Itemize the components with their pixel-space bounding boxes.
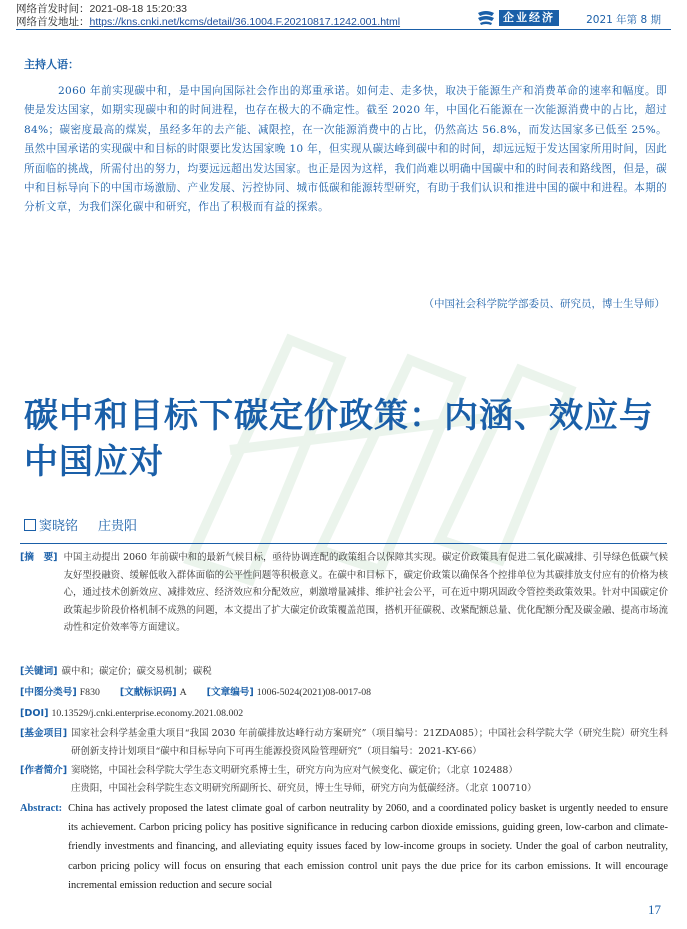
pub-url-link[interactable]: https://kns.cnki.net/kcms/detail/36.1004.F.20210817.1242.001.html xyxy=(89,16,401,28)
author-bio-label: [作者简介] xyxy=(20,765,68,776)
doi-block xyxy=(20,705,668,723)
author-name: 窦晓铭 xyxy=(39,519,79,534)
host-note-signature: （中国社会科学院学部委员、研究员，博士生导师） xyxy=(423,298,665,310)
doi-value[interactable]: 10.13529/j.cnki.enterprise.economy.2021.08.002 xyxy=(51,708,244,719)
author-box-icon xyxy=(24,519,36,531)
online-publication-info xyxy=(16,3,400,29)
article-no-value: 1006-5024(2021)08-0017-08 xyxy=(256,687,372,698)
pub-time-label: 网络首发时间： xyxy=(16,3,90,15)
english-abstract xyxy=(20,799,668,895)
host-note-label: 主持人语： xyxy=(24,58,79,71)
pub-url-label: 网络首发地址： xyxy=(16,16,90,28)
author-bio: 庄贵阳，中国社会科学院生态文明研究所副所长、研究员，博士生导师，研究方向为低碳经济。（北京 100710） xyxy=(71,782,537,794)
author-bio-block xyxy=(20,762,668,797)
section-divider xyxy=(20,543,667,544)
fund-label: [基金项目] xyxy=(20,728,68,739)
keywords-label: [关键词] xyxy=(20,666,58,677)
english-abstract-text: China has actively proposed the latest climate goal of carbon neutrality by 2060, and a coordinated policy basket is urgently needed to ensure its achievement. Carbon pricing policy has positive significance in reducing carbon dioxide emissions, guiding green, low-carbon and climate-friendly investments and financing, and alleviating equity issues faced by low-income groups in society. Under the goal of carbon neutrality, carbon pricing policy will focus on ensuring that each emission control unit pays the due price for its carbon emissions. It will encourage incremental emission reduction and secure social xyxy=(68,803,668,891)
doc-code-label: [文献标识码] xyxy=(119,687,177,698)
author-bio: 窦晓铭，中国社会科学院大学生态文明研究系博士生，研究方向为应对气候变化、碳定价；（北京 102488） xyxy=(71,765,518,776)
clc-value: F830 xyxy=(79,687,100,698)
abstract-text: 中国主动提出 2060 年前碳中和的最新气候目标，亟待协调连配的政策组合以保障其实现。碳定价政策具有促进二氧化碳减排、引导绿色低碳气候友好型投融资、缓解低收入群体面临的公平性问题等积极意义。在碳中和目标下，碳定价政策以确保各个控排单位为其碳排放支付应有的价格为核心，通过技术创新效应、减排效应、经济效应和分配效应，刺激增量减排、维护社会公平，可在近中期巩固政令管控类政策效果。针对中国碳定价政策起步阶段价格机制不成熟的问题，本文提出了扩大碳定价政策覆盖范围，搭机开征碳税、改紧配额总量、优化配额分配及碳金融、提高市场流动性和定价效率等方面建议。 xyxy=(63,552,668,633)
host-note-text: 2060 年前实现碳中和，是中国向国际社会作出的郑重承诺。如何走、走多快，取决于能源生产和消费革命的速率和幅度。即使是发达国家，如期实现碳中和的时间进程，也存在极大的不确定性。截至 2020 年，中国化石能源在一次能源消费中的占比，超过 84%；碳密度最高的煤炭，虽经多年的去产能、减限控，在一次能源消费中的占比，仍然高达 56.8%，而发达国家多已低至 25%。虽然中国承诺的实现碳中和目标的时限要比发达国家晚 10 年，但实现从碳达峰到碳中和的时间，却远远短于发达国家所用时间，因此所面临的挑战，所需付出的努力，均要远远超出发达国家。也正是因为这样，我们尚难以明确中国碳中和的时间表和路线图，但是，碳中和目标导向下的中国市场激励、产业发展、污控协同、城市低碳和能源转型研究，有助于我们认识和推进中国的碳中和进程。本期的分析文章，为我们深化碳中和研究，作出了积极而有益的探索。 xyxy=(24,85,667,214)
english-abstract-label: Abstract: xyxy=(20,803,63,814)
author-name: 庄贵阳 xyxy=(98,519,138,534)
abstract-block xyxy=(20,549,668,637)
header-rule xyxy=(16,29,671,30)
journal-logo-text: 企业经济 xyxy=(499,10,559,26)
page-number: 17 xyxy=(648,902,661,917)
classification-block xyxy=(20,684,668,702)
keywords-block xyxy=(20,663,668,681)
doc-code-value: A xyxy=(179,687,187,698)
keywords-text: 碳中和；碳定价；碳交易机制；碳税 xyxy=(61,666,212,677)
page-header xyxy=(0,0,687,34)
issue-label: 2021 年第 8 期 xyxy=(586,14,661,26)
clc-label: [中图分类号] xyxy=(20,687,77,698)
pub-time-value: 2021-08-18 15:20:33 xyxy=(89,3,187,15)
journal-logo xyxy=(476,9,574,27)
doi-label: [DOI] xyxy=(20,708,49,719)
journal-emblem-icon xyxy=(476,10,496,26)
article-no-label: [文章编号] xyxy=(206,687,254,698)
author-line xyxy=(24,515,137,534)
fund-block xyxy=(20,725,668,760)
article-title: 碳中和目标下碳定价政策：内涵、效应与中国应对 xyxy=(24,396,654,482)
abstract-label: [摘 要] xyxy=(20,552,58,563)
fund-text: 国家社会科学基金重大项目“我国 2030 年前碳排放达峰行动方案研究”（项目编号：21ZDA085）；中国社会科学院大学（研究生院）研究生科研创新支持计划项目“碳中和目标导向下可再生能源投资风险管理研究”（项目编号：2021-KY-66） xyxy=(71,728,668,757)
